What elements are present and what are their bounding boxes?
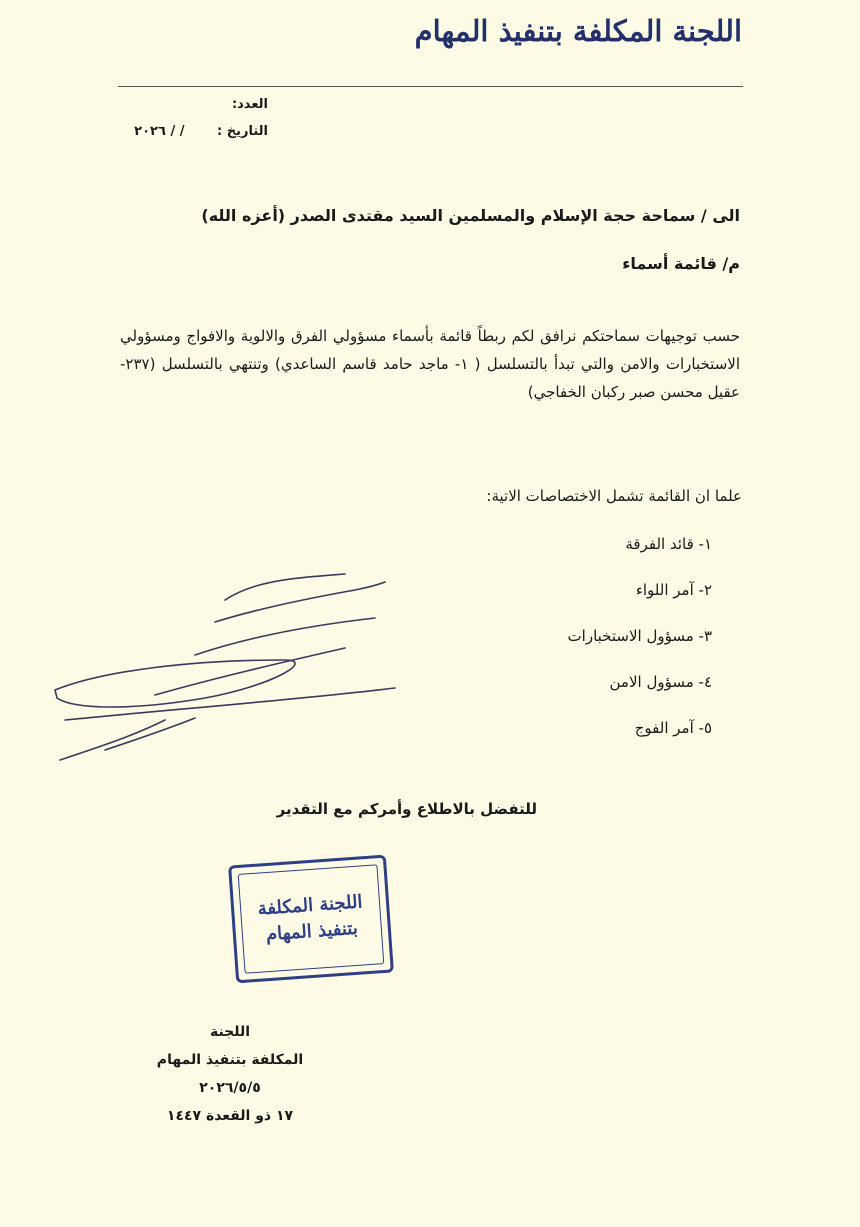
header-divider: [118, 86, 743, 87]
stamp-line-2: بتنفيذ المهام: [265, 917, 359, 946]
signatory-block: [157, 1018, 303, 1130]
reference-number-label: العدد:: [231, 97, 268, 112]
closing-line: للتفضل بالاطلاع وأمركم مع التقدير: [276, 800, 537, 818]
official-stamp: [228, 855, 394, 984]
date-label: التاريخ :: [217, 124, 268, 139]
signatory-line-1: اللجنة: [209, 1024, 251, 1040]
signatory-line-2: المكلفة بتنفيذ المهام: [156, 1052, 304, 1068]
addressee-line: الى / سماحة حجة الإسلام والمسلمين السيد مقتدى الصدر (أعزه الله): [201, 206, 740, 225]
list-item: ١- قائد الفرقة: [625, 535, 712, 553]
signatory-date-gregorian: ٢٠٢٦/٥/٥: [199, 1080, 261, 1096]
specializations-list: [568, 524, 712, 754]
subject-line: م/ قائمة أسماء: [622, 254, 740, 273]
list-item: ٢- آمر اللواء: [635, 581, 712, 599]
specializations-note: علما ان القائمة تشمل الاختصاصات الاتية:: [486, 487, 742, 505]
body-paragraph: حسب توجيهات سماحتكم نرافق لكم ربطاً قائمة بأسماء مسؤولي الفرق والالوية والافواج ومسؤولي الاستخبارات والامن والتي تبدأ بالتسلسل ( ١- ماجد حامد قاسم الساعدي) وتنتهي بالتسلسل (٢٣٧- عقيل محسن صبر ركبان الخفاجي): [120, 327, 740, 401]
date-line: [118, 124, 268, 139]
list-item: ٥- آمر الفوج: [634, 719, 712, 737]
signatory-date-hijri: ١٧ ذو القعدة ١٤٤٧: [166, 1108, 294, 1124]
list-item: ٤- مسؤول الامن: [609, 673, 712, 691]
list-item: ٣- مسؤول الاستخبارات: [567, 627, 712, 645]
stamp-text: [238, 864, 385, 974]
handwritten-signature: [45, 560, 415, 780]
letterhead-title: اللجنة المكلفة بتنفيذ المهام: [414, 14, 742, 48]
stamp-line-1: اللجنة المكلفة: [256, 891, 364, 920]
date-value: / / ٢٠٢٦: [134, 124, 185, 139]
